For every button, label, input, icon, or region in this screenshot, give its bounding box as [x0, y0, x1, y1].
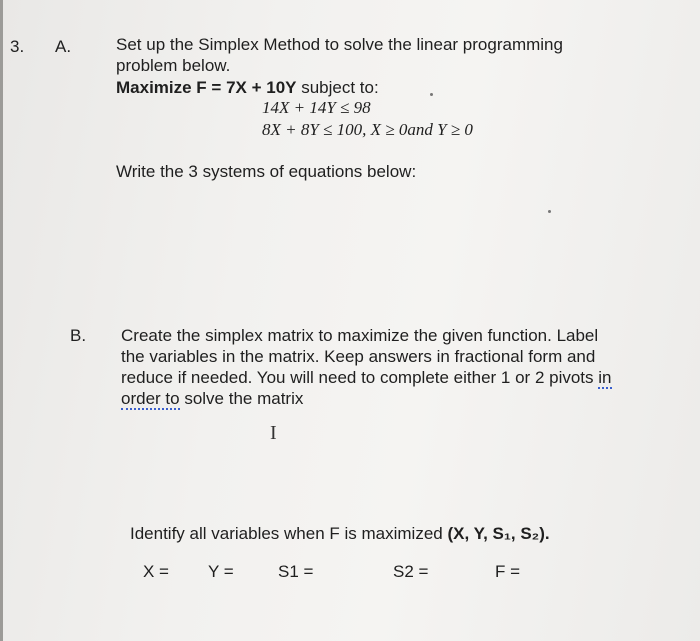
answer-f: F =: [495, 562, 521, 581]
answer-s1: S1 =: [278, 562, 314, 581]
identify-vars: (X, Y, S₁, S₂).: [447, 524, 550, 543]
constraint-2: 8X + 8Y ≤ 100, X ≥ 0and Y ≥ 0: [262, 120, 473, 139]
identify-text: Identify all variables when F is maximized: [130, 524, 443, 543]
part-b-line-1: Create the simplex matrix to maximize the given function. Label: [121, 326, 599, 345]
objective-function: [116, 78, 379, 98]
question-number: 3.: [10, 37, 25, 56]
answer-s2: S2 =: [393, 562, 429, 581]
pencil-mark: [548, 210, 551, 213]
answer-x: X =: [143, 562, 169, 581]
part-a-instruction: Write the 3 systems of equations below:: [116, 162, 417, 181]
part-b-line-3-text: reduce if needed. You will need to complete either 1 or 2 pivots: [121, 368, 594, 387]
part-a-label: A.: [55, 37, 72, 56]
text-cursor-icon: I: [270, 422, 277, 444]
underlined-in: in: [598, 368, 612, 387]
part-b-line-4: [121, 389, 303, 409]
part-a-line-1: Set up the Simplex Method to solve the linear programming: [116, 35, 563, 54]
part-b-label: B.: [70, 326, 87, 345]
part-b-line-3: [121, 368, 612, 388]
objective-bold: Maximize F = 7X + 10Y: [116, 78, 297, 97]
speck-mark: [430, 93, 433, 96]
constraint-1: 14X + 14Y ≤ 98: [262, 98, 371, 117]
page-edge-shadow: [0, 0, 3, 641]
identify-variables: [130, 524, 550, 544]
underlined-order-to: order to: [121, 389, 180, 408]
part-b-line-2: the variables in the matrix. Keep answers in fractional form and: [121, 347, 596, 366]
answer-y: Y =: [208, 562, 234, 581]
part-a-line-2: problem below.: [116, 56, 231, 75]
part-b-line-4-text: solve the matrix: [184, 389, 304, 408]
objective-rest: subject to:: [301, 78, 379, 97]
